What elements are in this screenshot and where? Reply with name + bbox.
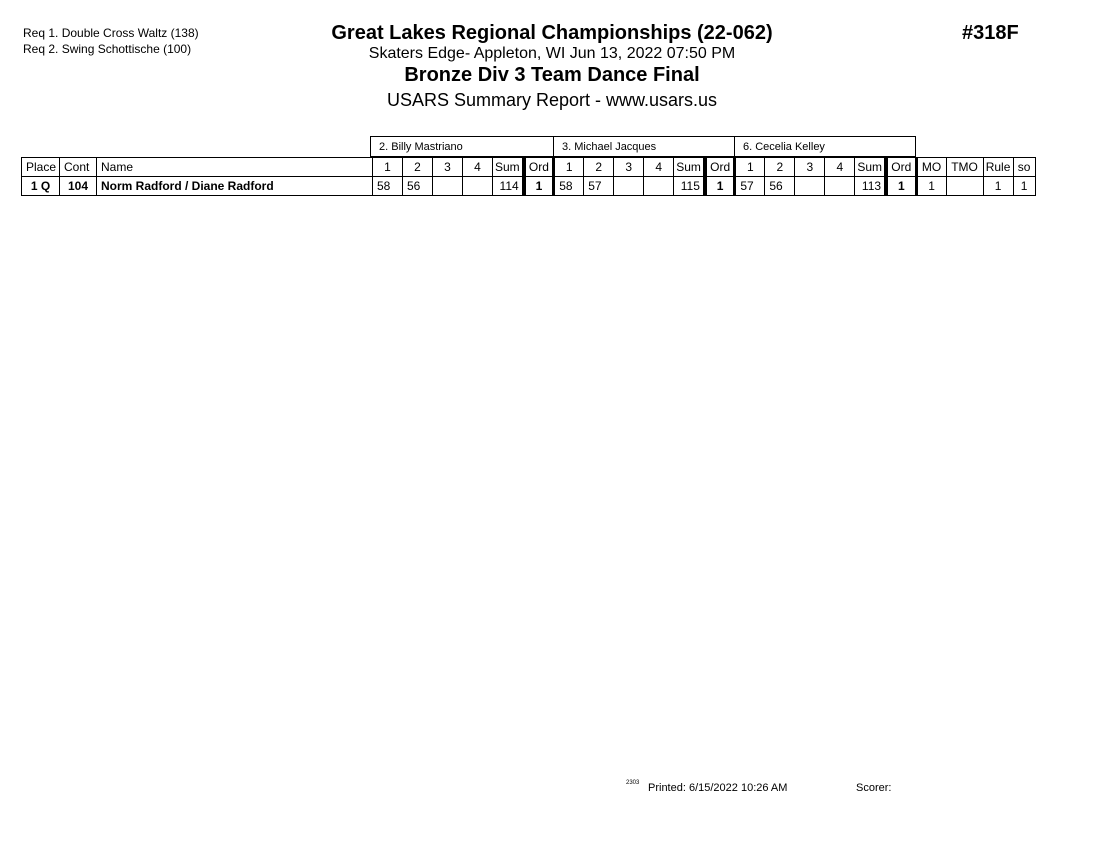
col-mo: MO bbox=[916, 158, 946, 177]
results-table bbox=[21, 157, 1036, 196]
col-sum: Sum bbox=[493, 158, 524, 177]
mark-cell bbox=[463, 177, 493, 196]
mark-cell: 57 bbox=[735, 177, 765, 196]
name-cell: Norm Radford / Diane Radford bbox=[97, 177, 373, 196]
venue-date: Skaters Edge- Appleton, WI Jun 13, 2022 07:50 PM bbox=[368, 45, 736, 62]
so-cell: 1 bbox=[1013, 177, 1035, 196]
mark-cell: 58 bbox=[373, 177, 403, 196]
mo-cell: 1 bbox=[916, 177, 946, 196]
col-sum: Sum bbox=[674, 158, 705, 177]
sum-cell: 115 bbox=[674, 177, 705, 196]
col-place: Place bbox=[22, 158, 60, 177]
col-mark-4: 4 bbox=[825, 158, 855, 177]
judges-header bbox=[370, 136, 916, 157]
cont-cell: 104 bbox=[60, 177, 97, 196]
col-mark-4: 4 bbox=[463, 158, 493, 177]
col-mark-2: 2 bbox=[765, 158, 795, 177]
printed-timestamp: Printed: 6/15/2022 10:26 AM bbox=[648, 782, 788, 794]
mark-cell bbox=[644, 177, 674, 196]
championship-title: Great Lakes Regional Championships (22-062) bbox=[331, 22, 773, 44]
requirements-list bbox=[23, 25, 199, 57]
place-cell: 1 Q bbox=[22, 177, 60, 196]
mark-cell: 58 bbox=[554, 177, 584, 196]
col-mark-2: 2 bbox=[584, 158, 614, 177]
col-mark-1: 1 bbox=[735, 158, 765, 177]
col-mark-1: 1 bbox=[373, 158, 403, 177]
mark-cell bbox=[825, 177, 855, 196]
mark-cell: 56 bbox=[403, 177, 433, 196]
col-name: Name bbox=[97, 158, 373, 177]
col-mark-3: 3 bbox=[795, 158, 825, 177]
sum-cell: 113 bbox=[855, 177, 886, 196]
event-title: Bronze Div 3 Team Dance Final bbox=[404, 64, 700, 86]
ord-cell: 1 bbox=[705, 177, 735, 196]
mark-cell bbox=[795, 177, 825, 196]
col-mark-3: 3 bbox=[614, 158, 644, 177]
col-ord: Ord bbox=[886, 158, 916, 177]
judge-name: 6. Cecelia Kelley bbox=[735, 137, 916, 157]
col-tmo: TMO bbox=[946, 158, 983, 177]
col-mark-3: 3 bbox=[433, 158, 463, 177]
requirement-item: Req 1. Double Cross Waltz (138) bbox=[23, 26, 199, 40]
col-sum: Sum bbox=[855, 158, 886, 177]
ord-cell: 1 bbox=[524, 177, 554, 196]
event-number: #318F bbox=[962, 22, 1019, 44]
col-ord: Ord bbox=[524, 158, 554, 177]
col-mark-1: 1 bbox=[554, 158, 584, 177]
judge-name: 2. Billy Mastriano bbox=[371, 137, 554, 157]
judge-name: 3. Michael Jacques bbox=[554, 137, 735, 157]
col-cont: Cont bbox=[60, 158, 97, 177]
ord-cell: 1 bbox=[886, 177, 916, 196]
col-mark-2: 2 bbox=[403, 158, 433, 177]
report-code: 2303 bbox=[626, 780, 640, 786]
tmo-cell bbox=[946, 177, 983, 196]
col-mark-4: 4 bbox=[644, 158, 674, 177]
mark-cell bbox=[433, 177, 463, 196]
table-row bbox=[22, 177, 1036, 196]
mark-cell: 57 bbox=[584, 177, 614, 196]
column-header-row bbox=[22, 158, 1036, 177]
mark-cell: 56 bbox=[765, 177, 795, 196]
col-rule: Rule bbox=[983, 158, 1013, 177]
mark-cell bbox=[614, 177, 644, 196]
scorer-label: Scorer: bbox=[856, 782, 892, 794]
sum-cell: 114 bbox=[493, 177, 524, 196]
col-so: so bbox=[1013, 158, 1035, 177]
report-title: USARS Summary Report - www.usars.us bbox=[386, 90, 718, 110]
requirement-item: Req 2. Swing Schottische (100) bbox=[23, 42, 192, 56]
col-ord: Ord bbox=[705, 158, 735, 177]
rule-cell: 1 bbox=[983, 177, 1013, 196]
